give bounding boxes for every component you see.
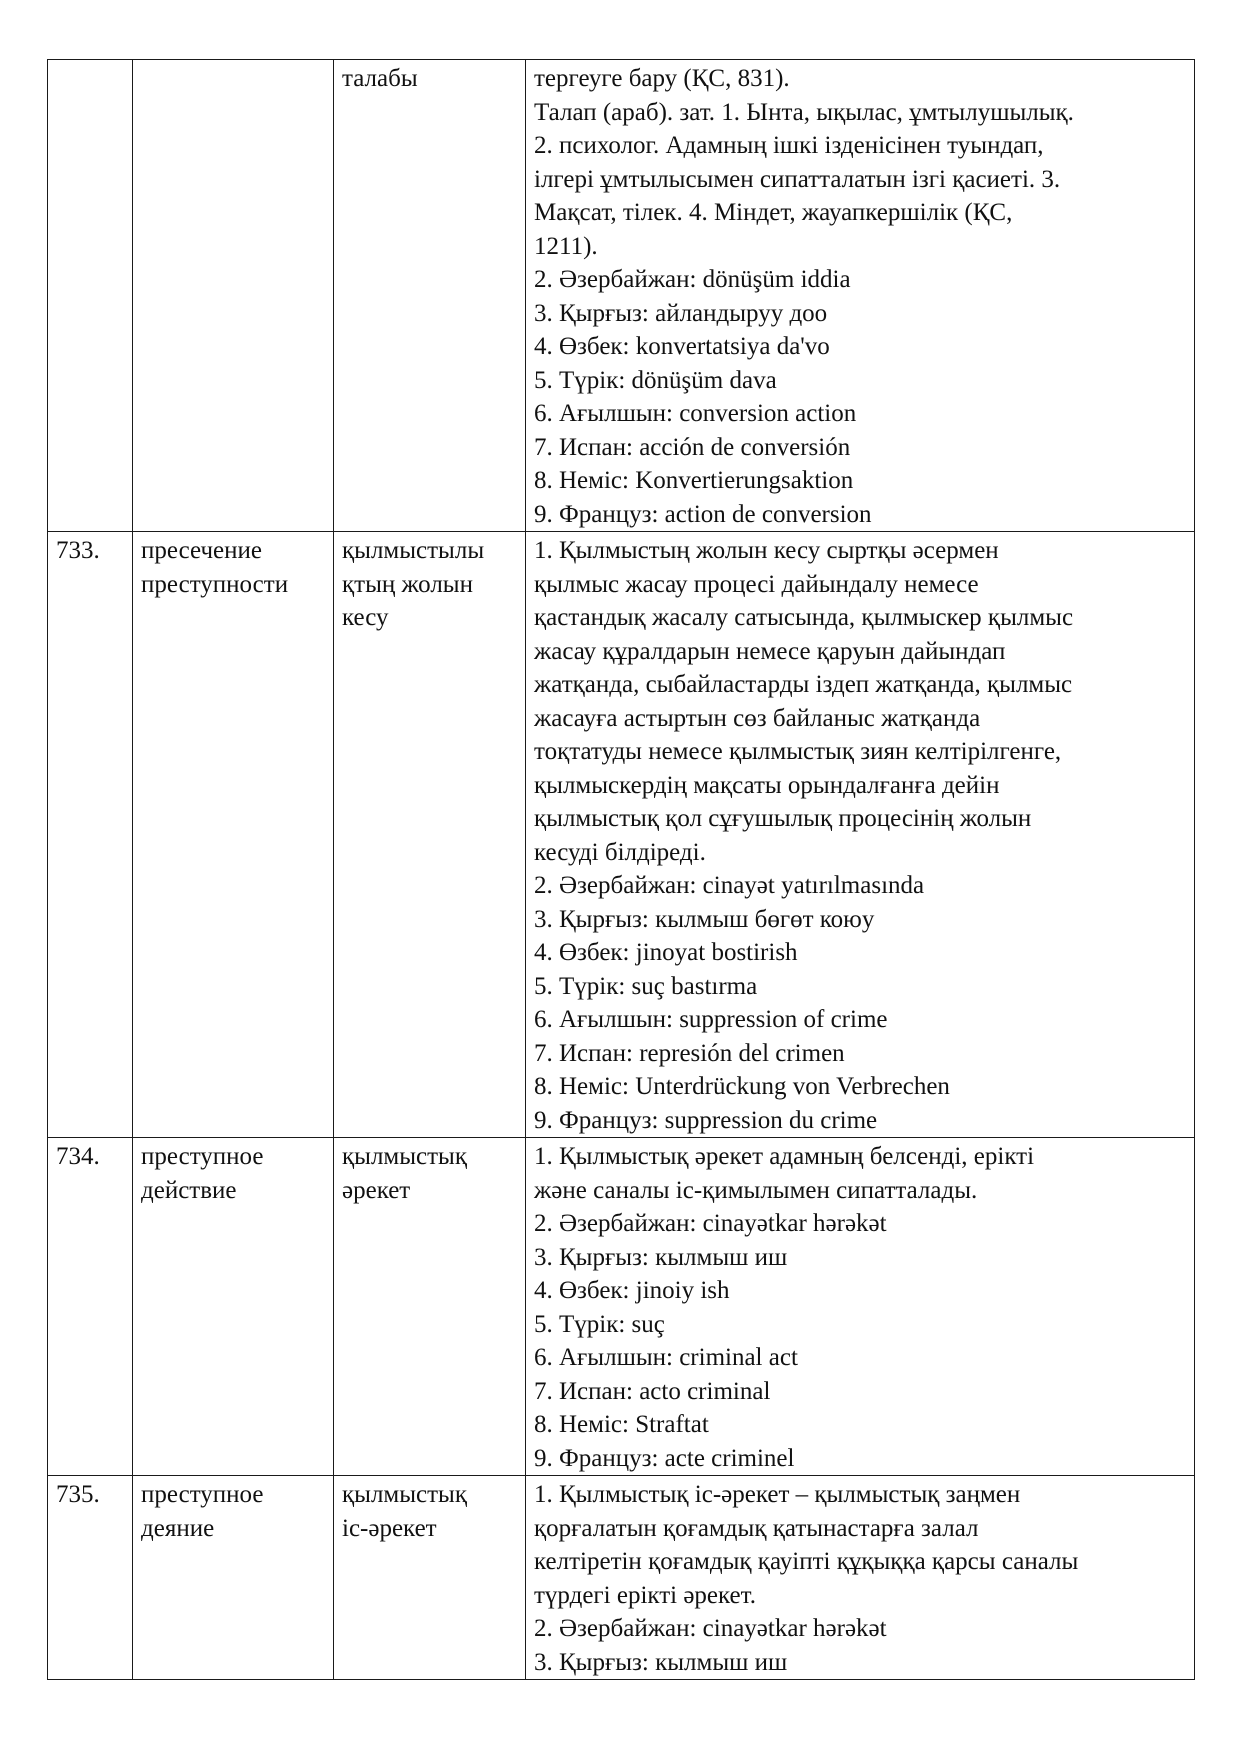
definition-line: 9. Француз: suppression du crime (534, 1106, 878, 1134)
definition-line: 4. Өзбек: jinoiy ish (534, 1277, 730, 1304)
russian-term-cell (133, 1138, 334, 1476)
table-row (48, 1138, 1195, 1476)
definition-line: 8. Неміс: Straftat (534, 1411, 709, 1438)
entry-number-cell (48, 532, 133, 1138)
table-row (48, 532, 1195, 1138)
definition-line: тоқтатуды немесе қылмыстық зиян келтірілгенге, (534, 738, 1062, 765)
kazakh-term-cell (334, 532, 526, 1138)
definition-line: 9. Француз: action de conversion (534, 500, 872, 528)
definition-line: 6. Ағылшын: criminal act (534, 1344, 798, 1371)
definition-line: 3. Қырғыз: кылмыш бөгөт коюу (534, 905, 875, 933)
definition-line: 1. Қылмыстың жолын кесу сыртқы әсермен (534, 537, 999, 564)
russian-term-line: преступное (141, 1143, 264, 1170)
definition-line: 2. Әзербайжан: dönüşüm iddia (534, 266, 851, 293)
kazakh-term-line: қылмыстылы (342, 537, 485, 564)
entry-number-cell (48, 1138, 133, 1476)
russian-term-cell (133, 1476, 334, 1680)
definition-line: 7. Испан: represión del crimen (534, 1039, 845, 1067)
glossary-body (48, 60, 1195, 1680)
kazakh-term-cell (334, 60, 526, 532)
definition-line: 7. Испан: acto criminal (534, 1377, 771, 1405)
kazakh-term-line: қылмыстық (342, 1143, 467, 1170)
definition-line: қылмыс жасау процесі дайындалу немесе (534, 570, 979, 598)
definition-cell (526, 60, 1195, 532)
definition-cell (526, 1138, 1195, 1476)
entry-number: 733. (56, 537, 100, 564)
definition-line: 2. Әзербайжан: cinayətkar hərəkət (534, 1615, 887, 1642)
russian-term-line: действие (141, 1176, 237, 1204)
definition-line: түрдегі ерікті әрекет. (534, 1581, 756, 1609)
russian-term-cell (133, 532, 334, 1138)
definition-line: жасау құралдарын немесе қаруын дайындап (534, 637, 1006, 665)
entry-number-cell (48, 60, 133, 532)
definition-line: Мақсат, тілек. 4. Міндет, жауапкершілік (ҚС, (534, 199, 1013, 226)
definition-line: 7. Испан: acción de conversión (534, 433, 851, 461)
table-row (48, 60, 1195, 532)
definition-line: 5. Түрік: suç bastırma (534, 972, 758, 1000)
kazakh-term-cell (334, 1476, 526, 1680)
definition-line: жатқанда, сыбайластарды іздеп жатқанда, қылмыс (534, 671, 1073, 698)
definition-line: қылмыстық қол сұғушылық процесінің жолын (534, 805, 1032, 832)
russian-term-line: пресечение (141, 537, 262, 564)
definition-line: 5. Түрік: suç (534, 1310, 665, 1338)
kazakh-term-line: қылмыстық (342, 1481, 467, 1508)
definition-line: 9. Француз: acte criminel (534, 1444, 795, 1472)
definition-line: және саналы іс-қимылымен сипатталады. (534, 1176, 978, 1204)
kazakh-term-cell (334, 1138, 526, 1476)
definition-line: 2. психолог. Адамның ішкі ізденісінен туындап, (534, 132, 1044, 159)
russian-term-line: преступное (141, 1481, 264, 1508)
entry-number: 734. (56, 1143, 100, 1170)
definition-line: ілгері ұмтылысымен сипатталатын ізгі қасиеті. 3. (534, 165, 1061, 193)
definition-line: 3. Қырғыз: кылмыш иш (534, 1648, 788, 1676)
kazakh-term-line: іс-әрекет (342, 1514, 437, 1542)
kazakh-term-line: қтың жолын (342, 570, 473, 598)
entry-number-cell (48, 1476, 133, 1680)
definition-line: 8. Неміс: Konvertierungsaktion (534, 467, 854, 494)
definition-line: 1. Қылмыстық әрекет адамның белсенді, ерікті (534, 1143, 1035, 1170)
definition-line: 4. Өзбек: konvertatsiya da'vo (534, 333, 830, 360)
kazakh-term-line: талабы (342, 65, 418, 92)
kazakh-term-line: кесу (342, 604, 389, 631)
definition-line: 3. Қырғыз: кылмыш иш (534, 1243, 788, 1271)
table-row (48, 1476, 1195, 1680)
entry-number: 735. (56, 1481, 100, 1508)
definition-line: 6. Ағылшын: suppression of crime (534, 1006, 888, 1033)
definition-line: 6. Ағылшын: conversion action (534, 400, 857, 427)
definition-cell (526, 532, 1195, 1138)
russian-term-cell (133, 60, 334, 532)
definition-line: қастандық жасалу сатысында, қылмыскер қылмыс (534, 604, 1074, 631)
definition-cell (526, 1476, 1195, 1680)
definition-line: 4. Өзбек: jinoyat bostirish (534, 939, 798, 966)
definition-line: 2. Әзербайжан: cinayətkar hərəkət (534, 1210, 887, 1237)
definition-line: жасауға астыртын сөз байланыс жатқанда (534, 704, 981, 732)
russian-term-line: преступности (141, 570, 289, 598)
definition-line: келтіретін қоғамдық қауіпті құқыққа қарсы саналы (534, 1548, 1079, 1575)
definition-line: тергеуге бару (ҚС, 831). (534, 65, 790, 92)
kazakh-term-line: әрекет (342, 1176, 411, 1204)
definition-line: 2. Әзербайжан: cinayət yatırılmasında (534, 872, 925, 899)
russian-term-line: деяние (141, 1514, 215, 1542)
definition-line: 3. Қырғыз: айландыруу доо (534, 299, 828, 327)
definition-line: қылмыскердің мақсаты орындалғанға дейін (534, 771, 1000, 799)
definition-line: қорғалатын қоғамдық қатынастарға залал (534, 1514, 979, 1542)
definition-line: кесуді білдіреді. (534, 838, 706, 866)
definition-line: 8. Неміс: Unterdrückung von Verbrechen (534, 1073, 950, 1100)
definition-line: 1. Қылмыстық іс-әрекет – қылмыстық заңмен (534, 1481, 1021, 1508)
definition-line: 5. Түрік: dönüşüm dava (534, 366, 777, 394)
definition-line: Талап (араб). зат. 1. Ынта, ықылас, ұмтылушылық. (534, 98, 1074, 126)
glossary-table (47, 59, 1195, 1680)
definition-line: 1211). (534, 232, 598, 260)
